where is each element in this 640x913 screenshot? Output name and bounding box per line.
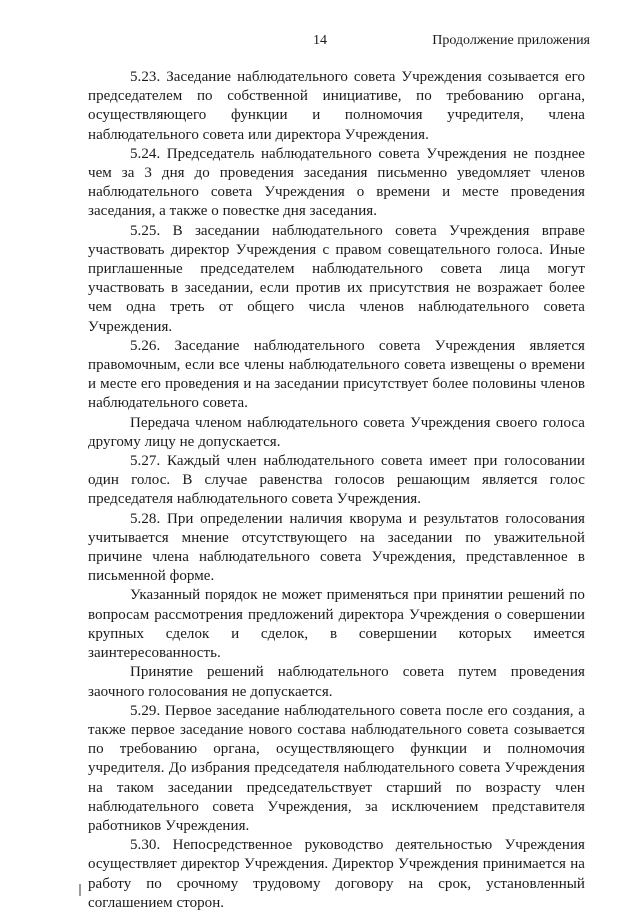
page-number: 14 [313, 33, 327, 48]
paragraph-5-28: 5.28. При определении наличия кворума и результатов голосования учитывается мнение отсутствующего на заседании по уважительной причине члена наблюдательного совета Учреждения, представленное в письменной форме. [88, 510, 585, 585]
paragraph-5-25: 5.25. В заседании наблюдательного совета Учреждения вправе участвовать директор Учреждения с правом совещательного голоса. Иные приглашенные председателем наблюдательного совета лица могут участвовать в заседании, если против их присутствия не возражает более чем одна треть от общего числа членов наблюдательного совета Учреждения. [88, 222, 585, 335]
paragraph-5-28-procedure: Указанный порядок не может применяться при принятии решений по вопросам рассмотрения предложений директора Учреждения о совершении крупных сделок и сделок, в совершении которых имеется заинтересованность. [88, 587, 585, 662]
paragraph-5-26: 5.26. Заседание наблюдательного совета Учреждения является правомочным, если все члены наблюдательного совета извещены о времени и месте его проведения и на заседании присутствует более половины членов наблюдательного совета. [88, 337, 585, 412]
paragraph-5-23: 5.23. Заседание наблюдательного совета Учреждения созывается его председателем по собственной инициативе, по требованию органа, осуществляющего функции и полномочия учредителя, члена наблюдательного совета или директора Учреждения. [88, 69, 585, 143]
paragraph-5-26-vote-transfer: Передача членом наблюдательного совета Учреждения своего голоса другому лицу не допускается. [88, 414, 585, 450]
body-text [88, 68, 585, 913]
paragraph-5-27: 5.27. Каждый член наблюдательного совета имеет при голосовании один голос. В случае равенства голосов решающим является голос председателя наблюдательного совета Учреждения. [88, 453, 585, 508]
continuation-label: Продолжение приложения [432, 33, 590, 48]
paragraph-5-29: 5.29. Первое заседание наблюдательного совета после его создания, а также первое заседание нового состава наблюдательного совета созывается по требованию органа, осуществляющего функции и полномочия учредителя. До избрания председателя наблюдательного совета Учреждения на таком заседании председательствует старший по возрасту член наблюдательного совета Учреждения, за исключением представителя работников Учреждения. [88, 702, 585, 834]
paragraph-5-30: 5.30. Непосредственное руководство деятельностью Учреждения осуществляет директор Учреждения. Директор Учреждения принимается на работу по срочному трудовому договору на срок, установленный соглашением сторон. [88, 837, 585, 911]
paragraph-5-28-absentee-voting: Принятие решений наблюдательного совета путем проведения заочного голосования не допускается. [88, 664, 585, 700]
scan-mark [79, 884, 81, 896]
paragraph-5-24: 5.24. Председатель наблюдательного совета Учреждения не позднее чем за 3 дня до проведения заседания письменно уведомляет членов наблюдательного совета Учреждения о времени и месте проведения заседания, а также о повестке дня заседания. [88, 145, 585, 220]
